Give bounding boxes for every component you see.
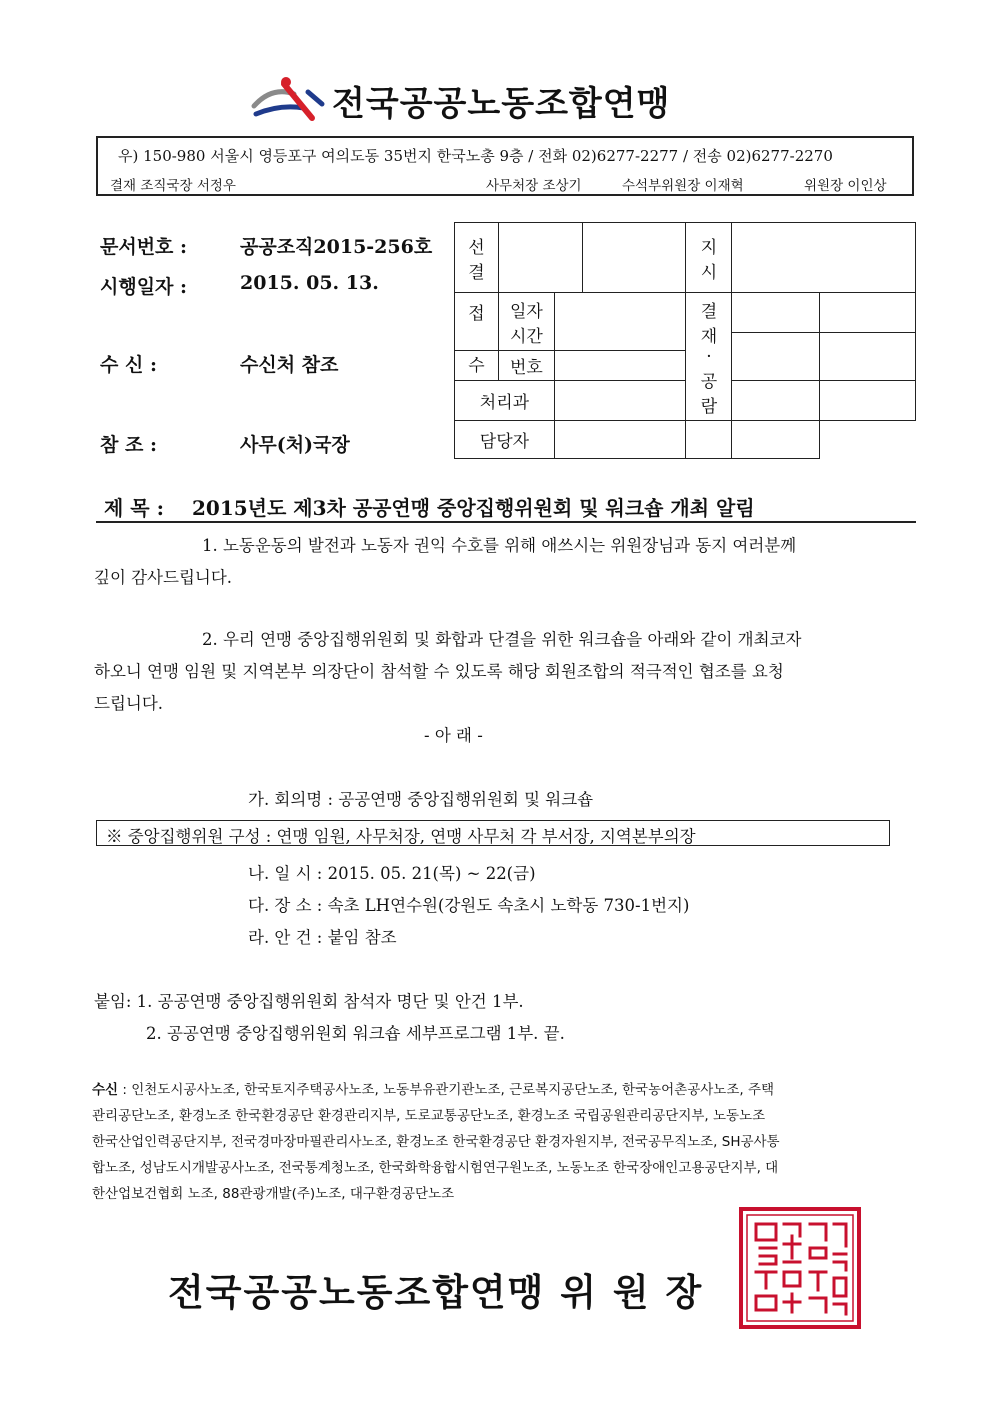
grid-cell xyxy=(732,223,916,293)
grid-cell xyxy=(554,293,686,351)
org-title: 전국공공노동조합연맹 xyxy=(332,84,671,124)
recipient-label: 수 신 : xyxy=(100,354,157,376)
reference-label: 참 조 : xyxy=(100,434,157,456)
grid-ilja-sigan: 일자 시간 xyxy=(498,293,554,351)
item-agenda: 라. 안 건 : 붙임 참조 xyxy=(248,928,397,947)
grid-cell xyxy=(820,333,916,381)
recipients-line-4: 합노조, 성남도시개발공사노조, 전국통계청노조, 한국화학융합시험연구원노조, 노동노조 한국장애인고용공단지부, 대 xyxy=(92,1160,779,1176)
paragraph-1-line-2: 깊이 감사드립니다. xyxy=(94,568,233,587)
approval-left: 결재 조직국장 서정우 xyxy=(110,178,236,194)
approval-chair: 위원장 이인상 xyxy=(804,178,887,194)
grid-cell xyxy=(732,421,820,459)
attachment-2: 2. 공공연맹 중앙집행위원회 워크숍 세부프로그램 1부. 끝. xyxy=(146,1024,565,1043)
recipients-line-5: 한산업보건협회 노조, 88관광개발(주)노조, 대구환경공단노조 xyxy=(92,1186,455,1202)
paragraph-2-line-3: 드립니다. xyxy=(94,694,164,713)
grid-jisi: 지 시 xyxy=(686,223,732,293)
grid-gyeoljae-gongram: 결 재 · 공 람 xyxy=(686,293,732,421)
subject-title: 2015년도 제3차 공공연맹 중앙집행위원회 및 워크숍 개최 알림 xyxy=(192,496,755,520)
grid-cell xyxy=(820,381,916,421)
item-meeting-name: 가. 회의명 : 공공연맹 중앙집행위원회 및 워크숍 xyxy=(248,790,594,809)
official-seal-icon xyxy=(738,1206,862,1330)
attachment-1: 붙임: 1. 공공연맹 중앙집행위원회 참석자 명단 및 안건 1부. xyxy=(94,992,524,1011)
grid-cheorigwa: 처리과 xyxy=(455,381,555,421)
footer-signature: 전국공공노동조합연맹 위 원 장 xyxy=(168,1271,704,1314)
grid-beonho: 번호 xyxy=(498,351,554,381)
grid-cell xyxy=(498,223,582,293)
recipients-line-1: 수신 : 인천도시공사노조, 한국토지주택공사노조, 노동부유관기관노조, 근로복지공단노조, 한국농어촌공사노조, 주택 xyxy=(92,1082,775,1098)
note-text: ※ 중앙집행위원 구성 : 연맹 임원, 사무처장, 연맹 사무처 각 부서장, 지역본부의장 xyxy=(106,827,696,846)
grid-cell xyxy=(820,293,916,333)
recipients-label: 수신 xyxy=(92,1082,119,1098)
grid-damdangja: 담당자 xyxy=(455,421,555,459)
grid-cell xyxy=(582,223,686,293)
grid-cell xyxy=(732,293,820,333)
grid-jeop: 접 xyxy=(455,293,499,351)
paragraph-2-line-2: 하오니 연맹 임원 및 지역본부 의장단이 참석할 수 있도록 해당 회원조합의 적극적인 협조를 요청 xyxy=(94,662,784,681)
recipient: 수신처 참조 xyxy=(240,354,339,376)
grid-cell xyxy=(554,381,686,421)
issue-date: 2015. 05. 13. xyxy=(240,272,379,294)
recipients-line-3: 한국산업인력공단지부, 전국경마장마필관리사노조, 환경노조 한국환경공단 환경자원지부, 전국공무직노조, SH공사통 xyxy=(92,1134,780,1150)
doc-number-label: 문서번호 : xyxy=(100,236,188,258)
grid-cell xyxy=(732,381,820,421)
address-line: 우) 150-980 서울시 영등포구 여의도동 35번지 한국노총 9층 / 전화 02)6277-2277 / 전송 02)6277-2270 xyxy=(118,147,833,165)
item-place: 다. 장 소 : 속초 LH연수원(강원도 속초시 노학동 730-1번지) xyxy=(248,896,690,915)
below-heading: - 아 래 - xyxy=(424,726,483,745)
recipients-line-2: 관리공단노조, 환경노조 한국환경공단 환경관리지부, 도로교통공단노조, 환경노조 국립공원관리공단지부, 노동노조 xyxy=(92,1108,766,1124)
subject-label: 제 목 : xyxy=(104,496,164,520)
grid-cell xyxy=(732,333,820,381)
approval-secretary-general: 사무처장 조상기 xyxy=(486,178,582,194)
paragraph-1-line-1: 1. 노동운동의 발전과 노동자 권익 수호를 위해 애쓰시는 위원장님과 동지 여러분께 xyxy=(202,536,797,555)
doc-number: 공공조직2015-256호 xyxy=(240,236,433,258)
item-date: 나. 일 시 : 2015. 05. 21(목) ~ 22(금) xyxy=(248,864,536,883)
union-logo-icon xyxy=(250,74,328,124)
grid-cell xyxy=(554,421,686,459)
approval-vice-chair: 수석부위원장 이재혁 xyxy=(622,178,744,194)
grid-cell xyxy=(554,351,686,381)
grid-cell xyxy=(686,421,732,459)
subject-divider xyxy=(96,521,916,523)
grid-seongyeol: 선 결 xyxy=(455,223,499,293)
paragraph-2-line-1: 2. 우리 연맹 중앙집행위원회 및 화합과 단결을 위한 워크숍을 아래와 같이 개최코자 xyxy=(202,630,802,649)
issue-date-label: 시행일자 : xyxy=(100,276,188,298)
approval-grid xyxy=(454,222,916,458)
reference: 사무(처)국장 xyxy=(240,434,350,456)
grid-su: 수 xyxy=(455,351,499,381)
